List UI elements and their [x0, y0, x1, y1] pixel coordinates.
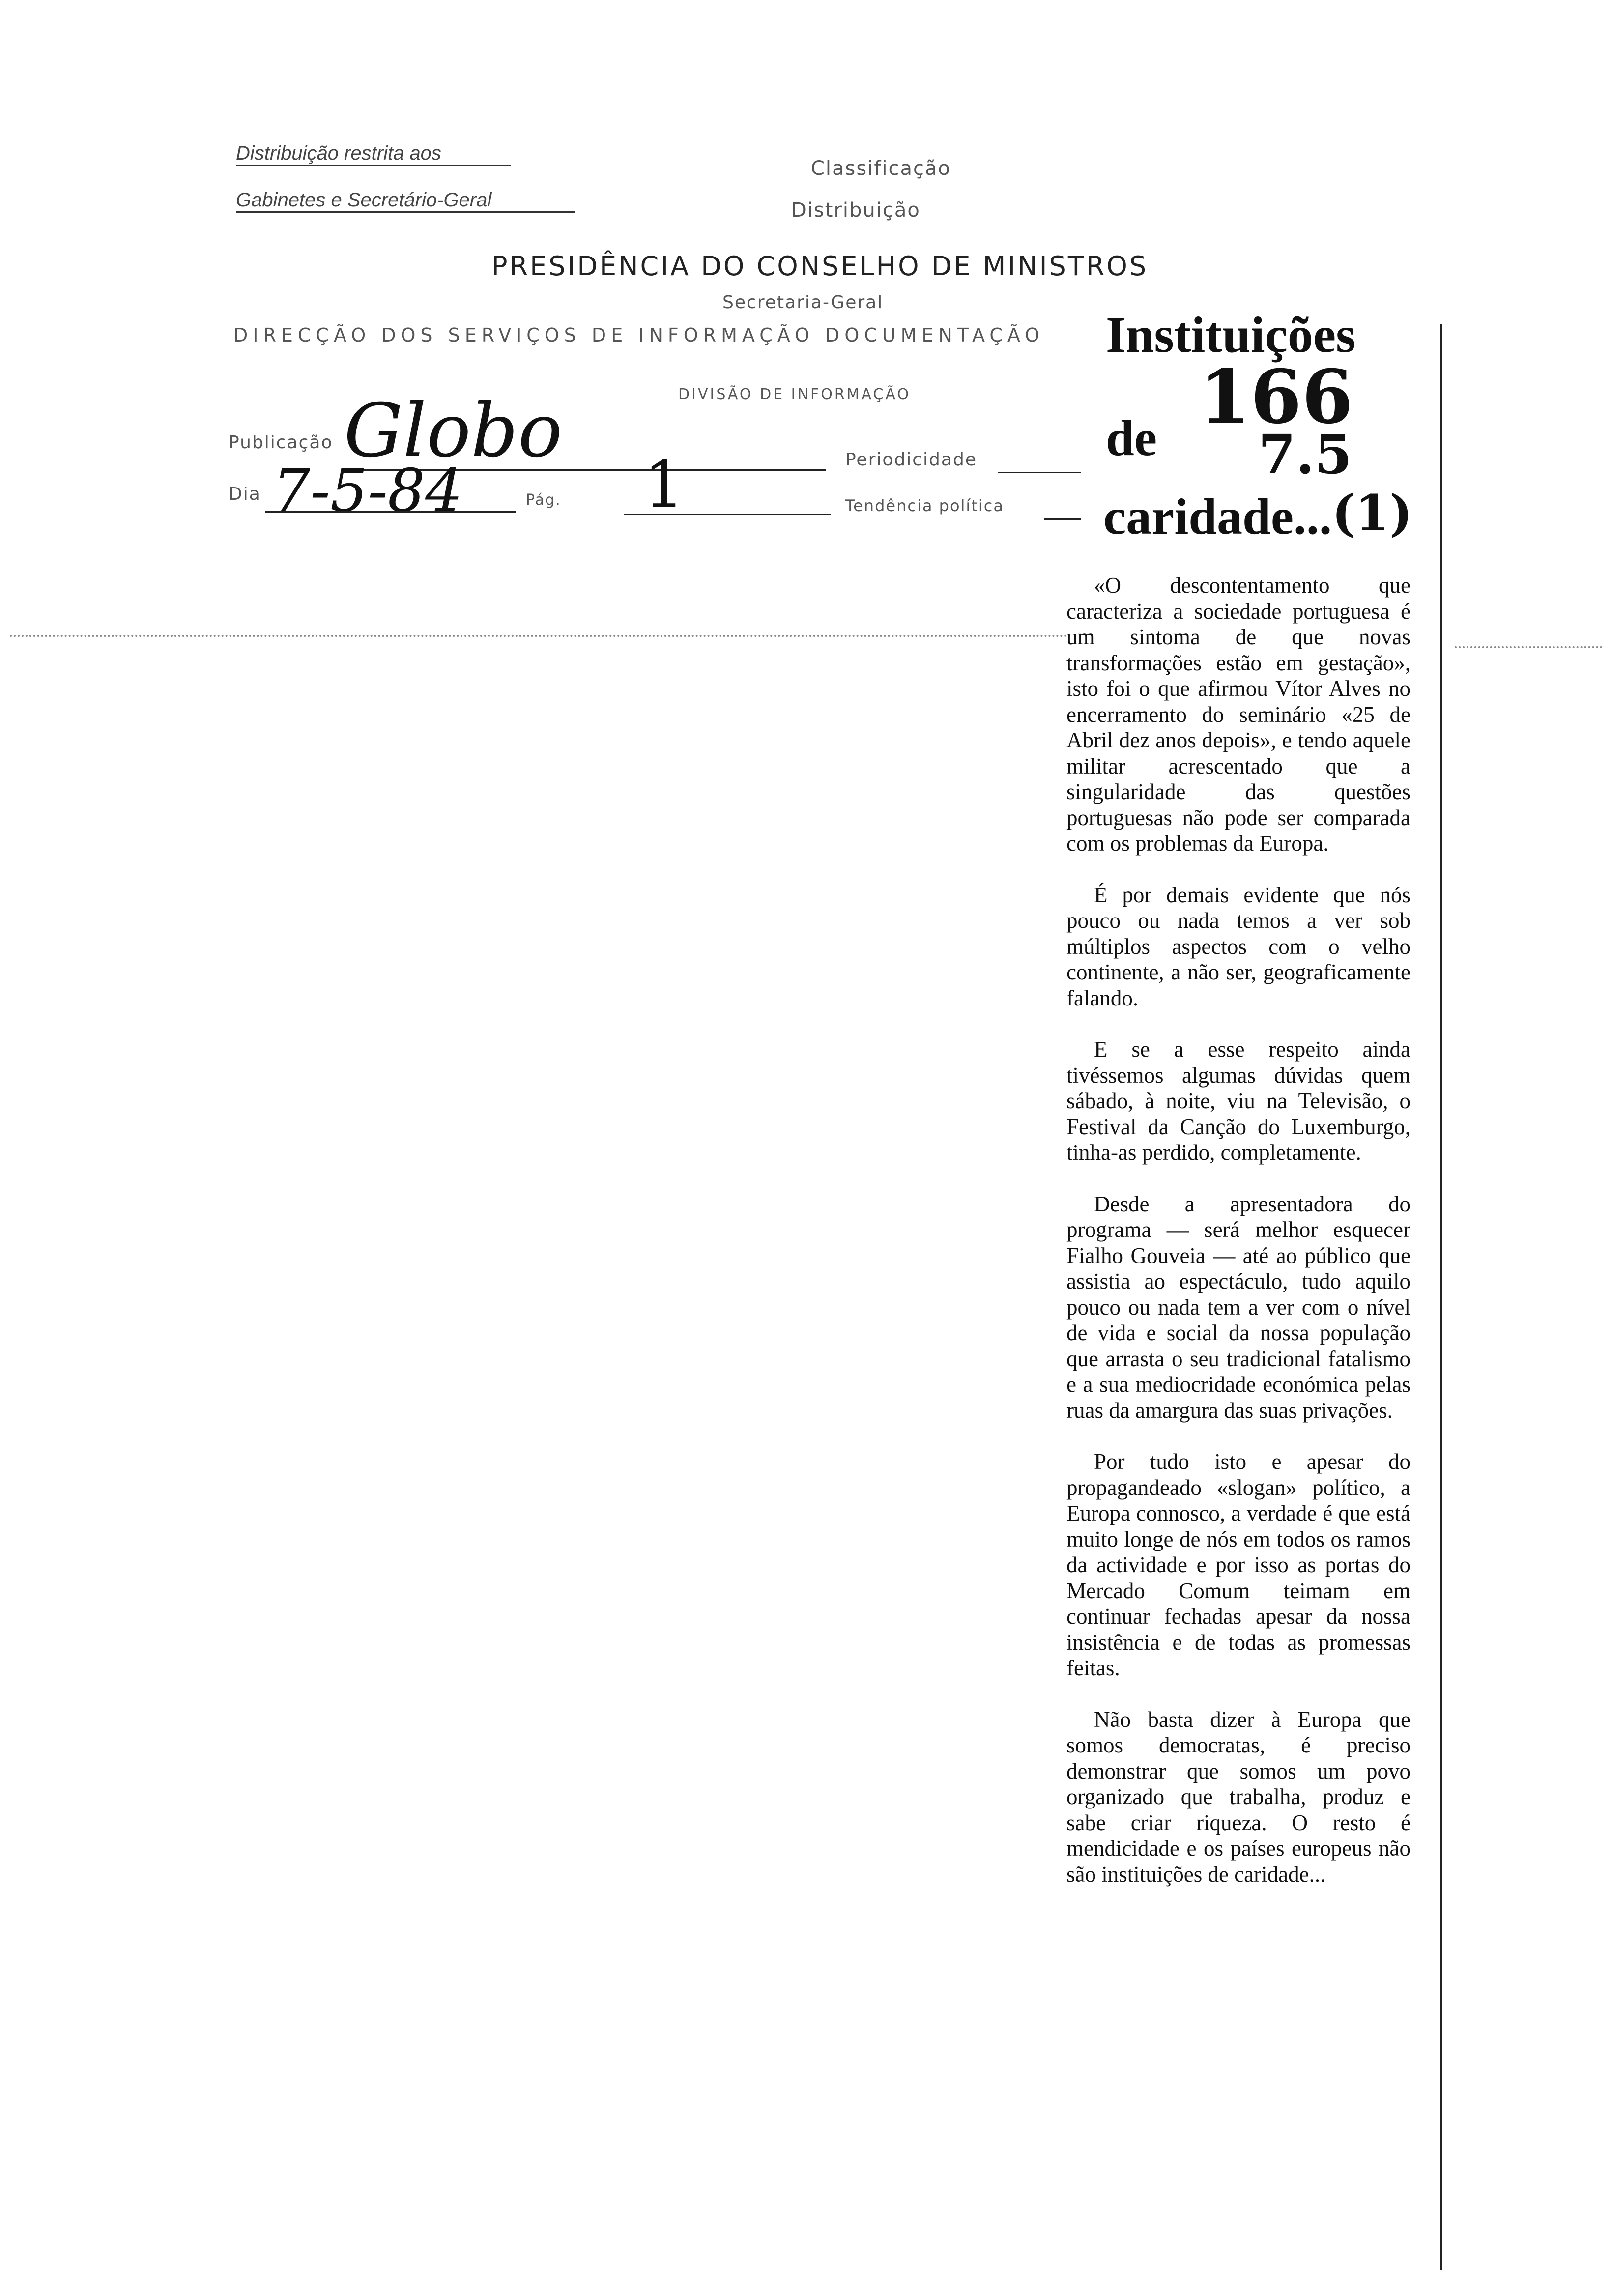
- tendencia-rule: [1044, 518, 1081, 520]
- dia-rule: [265, 511, 516, 513]
- restricted-distribution-line1: Distribuição restrita aos: [236, 143, 511, 166]
- article-body: [1066, 573, 1410, 1913]
- publicacao-value: Globo: [344, 388, 563, 474]
- classificacao-label: Classificação: [811, 157, 951, 180]
- article-paragraph-1: «O descontentamento que caracteriza a sociedade portuguesa é um sintoma de que novas transformações estão em gestação», isto foi o que afirmou Vítor Alves no encerramento do seminário «25 de Abril dez anos depois», e tendo aquele militar acrescentado que a singularidade das questões portuguesas não pode ser comparada com os problemas da Europa.: [1066, 573, 1410, 856]
- clipping-column-rule: [1440, 324, 1442, 2270]
- restricted-distribution-line2: Gabinetes e Secretário-Geral: [236, 189, 575, 213]
- pagina-value: 1: [644, 447, 685, 522]
- article-paragraph-5: Por tudo isto e apesar do propagandeado «slogan» político, a Europa connosco, a verdade é que está muito longe de nós em todos os ramos da actividade e por isso as portas do Mercado Comum teimam em continuar fechadas apesar da nossa insistência e de todas as promessas feitas.: [1066, 1449, 1410, 1680]
- article-paragraph-6: Não basta dizer à Europa que somos democratas, é preciso demonstrar que somos um povo organizado que trabalha, produz e sabe criar riqueza. O resto é mendicidade e os países europeus não são instituições de caridade...: [1066, 1707, 1410, 1887]
- handwritten-number: 166: [1199, 354, 1353, 440]
- headline-line2: de: [1106, 410, 1157, 466]
- periodicidade-label: Periodicidade: [845, 450, 977, 470]
- publicacao-label: Publicação: [229, 432, 333, 453]
- pagina-label: Pág.: [526, 491, 561, 509]
- document-title: PRESIDÊNCIA DO CONSELHO DE MINISTROS: [491, 251, 1149, 282]
- distribuicao-label: Distribuição: [791, 199, 921, 222]
- headline-line1: Instituições: [1106, 307, 1356, 363]
- tendencia-label: Tendência política: [845, 496, 1004, 515]
- separator-dotted-right: [1455, 646, 1602, 648]
- separator-dotted-left: [10, 635, 1071, 637]
- article-paragraph-3: E se a esse respeito ainda tivéssemos algumas dúvidas quem sábado, à noite, viu na Televisão, o Festival da Canção do Luxemburgo, tinha-as perdido, completamente.: [1066, 1037, 1410, 1165]
- article-paragraph-2: É por demais evidente que nós pouco ou nada temos a ver sob múltiplos aspectos com o velho continente, a não ser, geograficamente falando.: [1066, 882, 1410, 1010]
- headline-line3: caridade...: [1103, 488, 1332, 545]
- dia-value: 7-5-84: [273, 457, 463, 525]
- dia-label: Dia: [229, 484, 261, 504]
- periodicidade-rule: [998, 472, 1081, 473]
- pagina-rule: [624, 514, 831, 515]
- division-line: DIVISÃO DE INFORMAÇÃO: [678, 386, 911, 403]
- directorate-line: DIRECÇÃO DOS SERVIÇOS DE INFORMAÇÃO DOCUMENTAÇÃO: [233, 324, 1045, 346]
- handwritten-mark: (1): [1332, 484, 1413, 542]
- article-paragraph-4: Desde a apresentadora do programa — será melhor esquecer Fialho Gouveia — até ao público que assistia ao espectáculo, tudo aquilo pouco ou nada tem a ver com o nível de vida e social da nossa população que arrasta o seu tradicional fatalismo e a sua mediocridade económica pelas ruas da amargura das suas privações.: [1066, 1191, 1410, 1423]
- handwritten-sub: 7.5: [1258, 423, 1353, 486]
- document-subtitle: Secretaria-Geral: [722, 292, 884, 313]
